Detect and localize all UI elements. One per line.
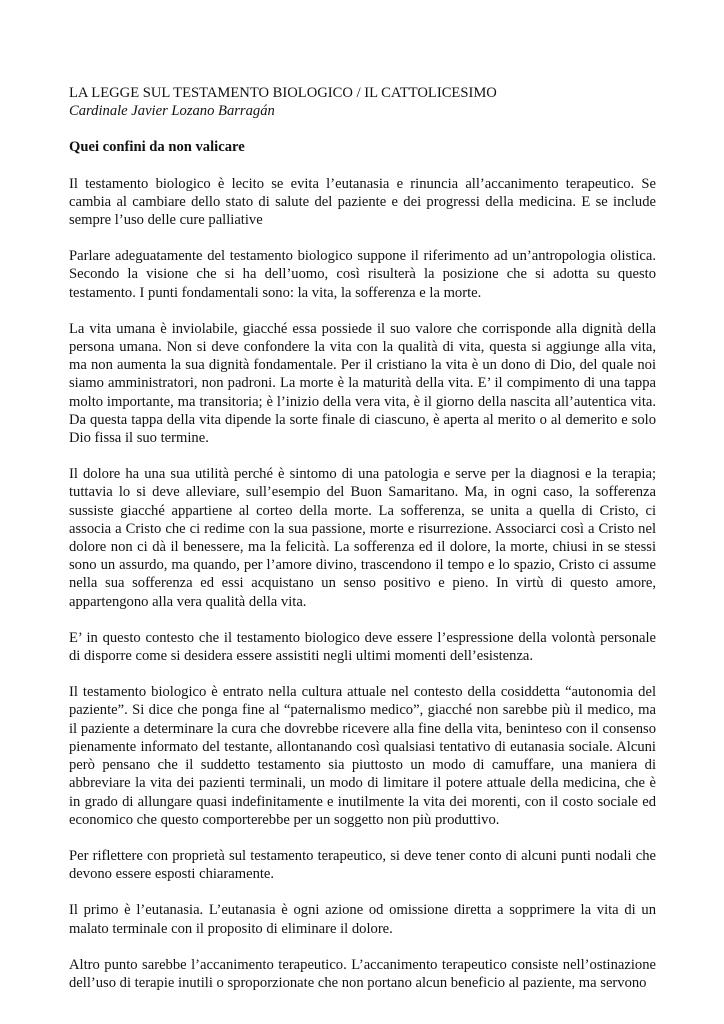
paragraph-7: Per riflettere con proprietà sul testamento terapeutico, si deve tener conto di alcuni punti nodali che devono essere esposti chiaramente. xyxy=(69,847,656,883)
paragraph-9: Altro punto sarebbe l’accanimento terapeutico. L’accanimento terapeutico consiste nell’ostinazione dell’uso di terapie inutili o sproporzionate che non portano alcun beneficio al paziente, ma servono xyxy=(69,956,656,991)
document-title: LA LEGGE SUL TESTAMENTO BIOLOGICO / IL CATTOLICESIMO xyxy=(69,85,497,101)
paragraph-4: Il dolore ha una sua utilità perché è sintomo di una patologia e serve per la diagnosi e la terapia; tuttavia lo si deve alleviare, sull’esempio del Buon Samaritano. Ma, in ogni caso, la sofferenza sussiste giacché appartiene al corteo della morte. La sofferenza, se unita a quella di Cristo, ci associa a Cristo che ci redime con la sua passione, morte e risurrezione. Associarci così a Cristo nel dolore non ci dà il benessere, ma la felicità. La sofferenza ed il dolore, la morte, chiusi in se stessi sono un assurdo, ma quando, per l’amore divino, trascendono il tempo e lo spazio, Cristo ci assume nella sua sofferenza ed essi acquistano un senso positivo e pieno. In virtù di questo amore, appartengono alla vera qualità della vita. xyxy=(69,466,656,610)
paragraph-3: La vita umana è inviolabile, giacché essa possiede il suo valore che corrisponde alla dignità della persona umana. Non si deve confondere la vita con la qualità di vita, questa si aggiunge alla vita, ma non aumenta la sua dignità fondamentale. Per il cristiano la vita è un dono di Dio, del quale noi siamo amministratori, non padroni. La morte è la maturità della vita. E’ il compimento di una tappa molto importante, ma transitoria; è l’inizio della vera vita, è il giorno della nascita all’autentica vita. Da questa tappa della vita dipende la sorte finale di ciascuno, è aperta al merito o al demerito e solo Dio fissa il suo termine. xyxy=(69,320,656,447)
paragraph-1: Il testamento biologico è lecito se evita l’eutanasia e rinuncia all’accanimento terapeutico. Se cambia al cambiare dello stato di salute del paziente e dei progressi della medicina. E se include sempre l’uso delle cure palliative xyxy=(69,175,656,229)
document-subtitle: Quei confini da non valicare xyxy=(69,139,245,156)
paragraph-2: Parlare adeguatamente del testamento biologico suppone il riferimento ad un’antropologia olistica. Secondo la visione che si ha dell’uomo, così risulterà la posizione che si adotta su questo testamento. I punti fondamentali sono: la vita, la sofferenza e la morte. xyxy=(69,248,656,301)
document-page xyxy=(69,84,656,992)
paragraph-8: Il primo è l’eutanasia. L’eutanasia è ogni azione od omissione diretta a sopprimere la vita di un malato terminale con il proposito di eliminare il dolore. xyxy=(69,902,656,937)
paragraph-6: Il testamento biologico è entrato nella cultura attuale nel contesto della cosiddetta “autonomia del paziente”. Si dice che ponga fine al “paternalismo medico”, giacché non sarebbe più il medico, ma il paziente a determinare la cura che dovrebbe ricevere alla fine della vita, beninteso con il consenso pienamente informato del testante, allontanando così qualsiasi tentativo di eutanasia sociale. Alcuni però pensano che il suddetto testamento sia piuttosto un modo di camuffare, una maniera di abbreviare la vita dei pazienti terminali, un modo di limitare il potere attuale della medicina, che è in grado di allungare quasi indefinitamente e inutilmente la vita dei morenti, con il costo sociale ed economico che questo comporterebbe per un soggetto non più produttivo. xyxy=(69,684,656,828)
paragraph-5: E’ in questo contesto che il testamento biologico deve essere l’espressione della volontà personale di disporre come si desidera essere assistiti negli ultimi momenti dell’esistenza. xyxy=(69,629,656,665)
document-author: Cardinale Javier Lozano Barragán xyxy=(69,103,275,120)
